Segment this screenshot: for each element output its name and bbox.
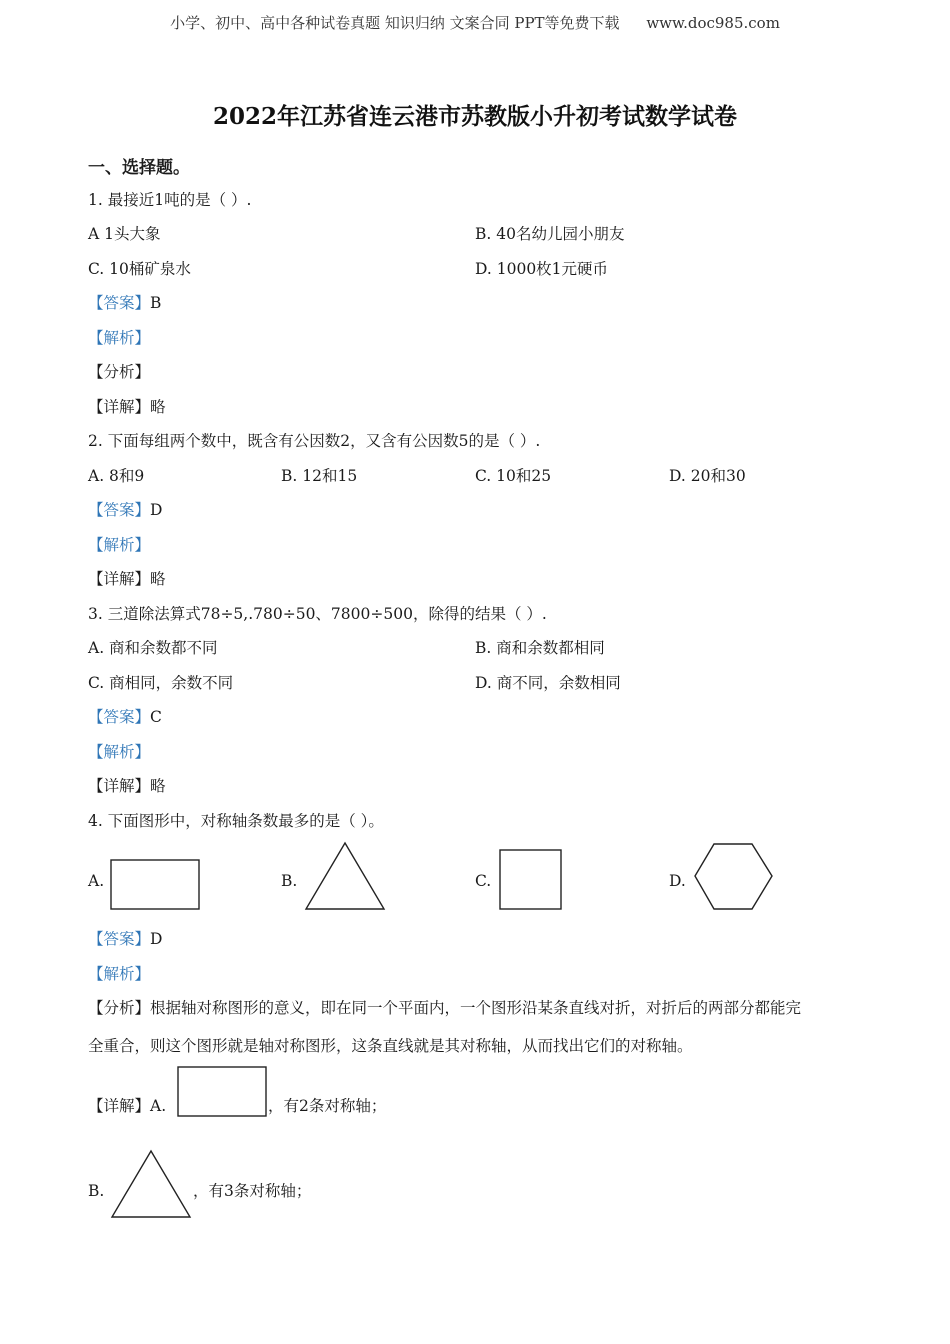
detail-label: 【详解】 — [88, 570, 151, 588]
q4-detail-a-label: A. — [150, 1097, 167, 1115]
q4-analysis-text1: 根据轴对称图形的意义，即在同一个平面内，一个图形沿某条直线对折，对折后的两部分都能完 — [150, 999, 802, 1017]
detail-label: 【详解】 — [88, 777, 151, 795]
q4-detail-b-text: ，有3条对称轴； — [193, 1182, 312, 1200]
detail-rectangle-figure — [177, 1066, 269, 1118]
answer-label: 【答案】 — [88, 708, 151, 726]
q4-option-d-label: D. — [669, 872, 686, 890]
answer-label: 【答案】 — [88, 501, 151, 519]
q3-option-c: C. 商相同，余数不同 — [88, 674, 234, 692]
q2-detail-line — [88, 568, 166, 590]
q1-detail-line — [88, 396, 166, 418]
q1-answer-line — [88, 292, 161, 314]
q4-detail-b-label: B. — [88, 1182, 105, 1200]
q1-option-a: A 1头大象 — [88, 225, 161, 243]
q3-option-a: A. 商和余数都不同 — [88, 639, 218, 657]
q4-answer-line — [88, 928, 162, 950]
square-figure — [499, 849, 563, 911]
q1-option-c: C. 10桶矿泉水 — [88, 260, 191, 278]
q4-jiexi-label: 【解析】 — [88, 965, 151, 983]
q1-fenxi-label: 【分析】 — [88, 363, 151, 381]
q4-stem: 4. 下面图形中，对称轴条数最多的是（ ）。 — [88, 812, 384, 830]
hexagon-figure — [694, 843, 774, 911]
q3-jiexi-label: 【解析】 — [88, 743, 151, 761]
q3-detail-line — [88, 775, 166, 797]
q3-answer-line — [88, 706, 162, 728]
q4-analysis-line2: 全重合，则这个图形就是轴对称图形，这条直线就是其对称轴，从而找出它们的对称轴。 — [88, 1037, 693, 1055]
rectangle-figure — [110, 859, 202, 911]
q2-jiexi-label: 【解析】 — [88, 536, 151, 554]
q2-stem: 2. 下面每组两个数中，既含有公因数2，又含有公因数5的是（ ）. — [88, 432, 541, 450]
detail-label: 【详解】 — [88, 1097, 151, 1115]
answer-label: 【答案】 — [88, 930, 151, 948]
q4-option-c-label: C. — [475, 872, 492, 890]
q4-option-b-label: B. — [281, 872, 298, 890]
detail-label: 【详解】 — [88, 398, 151, 416]
q4-answer: D — [150, 930, 163, 948]
q3-detail: 略 — [150, 777, 166, 795]
q1-detail: 略 — [150, 398, 166, 416]
q2-option-a: A. 8和9 — [88, 467, 145, 485]
q1-option-d: D. 1000枚1元硬币 — [475, 260, 609, 278]
q3-option-b: B. 商和余数都相同 — [475, 639, 605, 657]
triangle-figure — [305, 842, 387, 912]
q2-option-d: D. 20和30 — [669, 467, 746, 485]
header-text: 小学、初中、高中各种试卷真题 知识归纳 文案合同 PPT等免费下载 — [170, 14, 620, 32]
q4-analysis-line1 — [88, 997, 801, 1019]
answer-label: 【答案】 — [88, 294, 151, 312]
q1-jiexi-label: 【解析】 — [88, 329, 151, 347]
q2-option-c: C. 10和25 — [475, 467, 552, 485]
analysis-label: 【分析】 — [88, 999, 151, 1017]
q1-answer: B — [150, 294, 162, 312]
q1-option-b: B. 40名幼儿园小朋友 — [475, 225, 625, 243]
q3-stem: 3. 三道除法算式78÷5,.780÷50、7800÷500，除得的结果（ ）. — [88, 605, 547, 623]
q3-option-d: D. 商不同，余数相同 — [475, 674, 621, 692]
q3-answer: C — [150, 708, 162, 726]
q2-option-b: B. 12和15 — [281, 467, 358, 485]
header-url[interactable]: www.doc985.com — [646, 14, 780, 32]
q2-answer-line — [88, 499, 162, 521]
q2-answer: D — [150, 501, 163, 519]
section-heading: 一、选择题。 — [88, 158, 190, 178]
page-title: 2022年江苏省连云港市苏教版小升初考试数学试卷 — [212, 103, 737, 130]
page-header — [0, 12, 950, 33]
q2-detail: 略 — [150, 570, 166, 588]
q4-detail-a-prefix — [88, 1095, 166, 1117]
q4-detail-a-text: ，有2条对称轴； — [268, 1097, 387, 1115]
detail-triangle-figure — [111, 1150, 193, 1220]
q4-option-a-label: A. — [88, 872, 105, 890]
q1-stem: 1. 最接近1吨的是（ ）. — [88, 191, 252, 209]
